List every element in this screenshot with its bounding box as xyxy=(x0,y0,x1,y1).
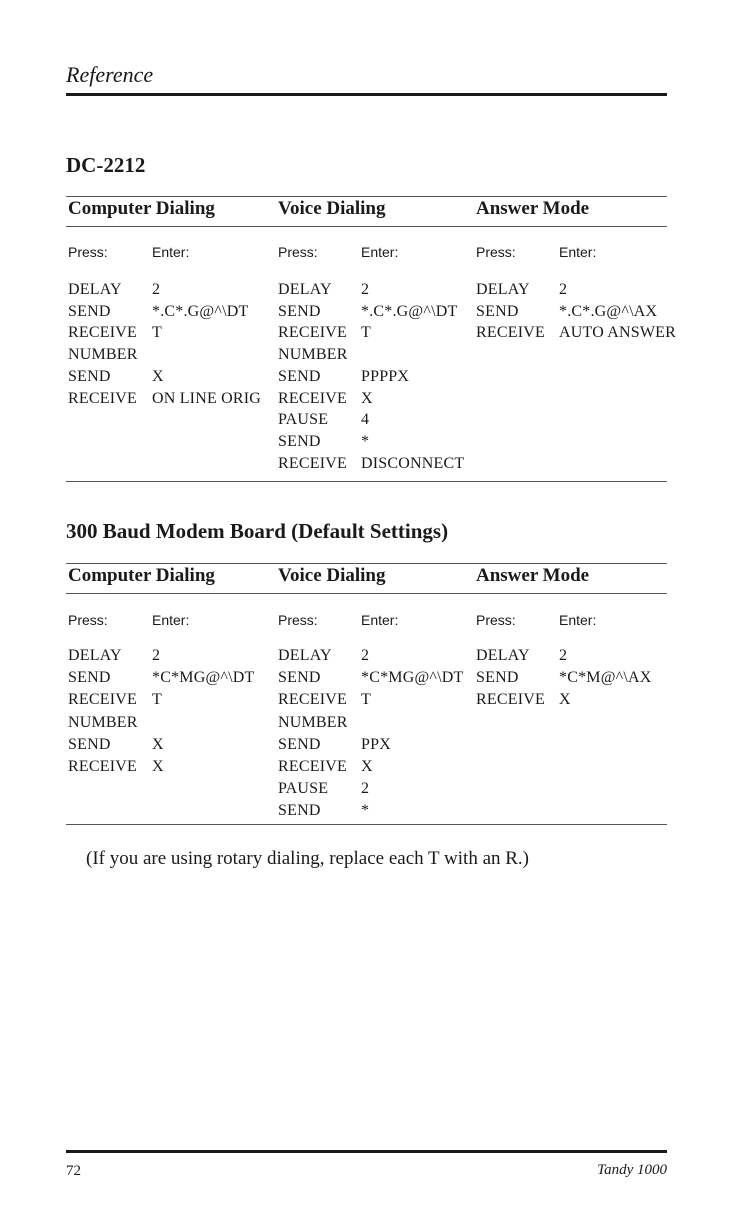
table-bottom-rule xyxy=(66,824,667,825)
command-value: 4 xyxy=(361,411,370,428)
command-key: RECEIVE xyxy=(278,455,347,472)
column-group-heading: Answer Mode xyxy=(476,565,590,586)
command-value: AUTO ANSWER xyxy=(559,324,677,341)
command-key: SEND xyxy=(476,303,519,320)
table-top-rule xyxy=(66,196,667,197)
press-label: Press: xyxy=(476,612,516,628)
table-bottom-rule xyxy=(66,481,667,482)
command-key: RECEIVE xyxy=(68,324,137,341)
header-rule xyxy=(66,93,667,96)
command-key: PAUSE xyxy=(278,780,329,797)
footer-rule xyxy=(66,1150,667,1153)
table-heading-rule xyxy=(66,226,667,227)
column-group-heading: Computer Dialing xyxy=(68,198,215,219)
command-value: *.C*.G@^\DT xyxy=(152,303,249,320)
command-key: RECEIVE xyxy=(68,758,137,775)
command-key: SEND xyxy=(476,669,519,686)
command-key: SEND xyxy=(68,669,111,686)
command-key: NUMBER xyxy=(68,714,138,731)
column-group-heading: Answer Mode xyxy=(476,198,590,219)
command-key: SEND xyxy=(278,802,321,819)
command-key: NUMBER xyxy=(278,346,348,363)
command-value: X xyxy=(152,736,164,753)
command-value: DISCONNECT xyxy=(361,455,465,472)
command-value: *C*MG@^\DT xyxy=(361,669,464,686)
command-key: SEND xyxy=(278,433,321,450)
page-number: 72 xyxy=(66,1163,81,1179)
command-value: X xyxy=(361,758,373,775)
command-value: X xyxy=(152,368,164,385)
command-key: SEND xyxy=(278,669,321,686)
command-key: PAUSE xyxy=(278,411,329,428)
command-key: SEND xyxy=(278,303,321,320)
command-key: RECEIVE xyxy=(68,390,137,407)
command-value: 2 xyxy=(361,281,370,298)
column-group-heading: Voice Dialing xyxy=(278,565,386,586)
enter-label: Enter: xyxy=(361,612,399,628)
press-label: Press: xyxy=(476,244,516,260)
command-value: ON LINE ORIG xyxy=(152,390,262,407)
command-value: 2 xyxy=(361,647,370,664)
column-group-heading: Voice Dialing xyxy=(278,198,386,219)
command-key: DELAY xyxy=(68,281,122,298)
book-title: Tandy 1000 xyxy=(597,1162,667,1178)
command-value: *C*MG@^\DT xyxy=(152,669,255,686)
command-value: T xyxy=(152,324,162,341)
command-key: SEND xyxy=(278,736,321,753)
command-key: RECEIVE xyxy=(278,691,347,708)
command-key: SEND xyxy=(68,368,111,385)
command-key: RECEIVE xyxy=(278,390,347,407)
command-value: T xyxy=(152,691,162,708)
enter-label: Enter: xyxy=(559,244,597,260)
command-value: PPX xyxy=(361,736,391,753)
column-group-heading: Computer Dialing xyxy=(68,565,215,586)
command-key: DELAY xyxy=(476,281,530,298)
command-value: X xyxy=(361,390,373,407)
enter-label: Enter: xyxy=(152,612,190,628)
press-label: Press: xyxy=(278,244,318,260)
command-value: 2 xyxy=(152,281,161,298)
enter-label: Enter: xyxy=(152,244,190,260)
command-key: SEND xyxy=(278,368,321,385)
command-key: DELAY xyxy=(476,647,530,664)
command-value: PPPPX xyxy=(361,368,410,385)
command-key: RECEIVE xyxy=(278,758,347,775)
command-value: * xyxy=(361,433,370,450)
command-value: T xyxy=(361,324,371,341)
press-label: Press: xyxy=(68,612,108,628)
command-value: *.C*.G@^\AX xyxy=(559,303,658,320)
command-key: DELAY xyxy=(68,647,122,664)
command-key: RECEIVE xyxy=(68,691,137,708)
press-label: Press: xyxy=(68,244,108,260)
command-value: X xyxy=(152,758,164,775)
command-value: 2 xyxy=(559,281,568,298)
command-key: RECEIVE xyxy=(476,324,545,341)
command-key: DELAY xyxy=(278,647,332,664)
command-key: DELAY xyxy=(278,281,332,298)
command-key: SEND xyxy=(68,736,111,753)
command-key: NUMBER xyxy=(68,346,138,363)
rotary-dialing-note: (If you are using rotary dialing, replace each T with an R.) xyxy=(86,848,530,869)
command-key: SEND xyxy=(68,303,111,320)
press-label: Press: xyxy=(278,612,318,628)
command-value: 2 xyxy=(152,647,161,664)
command-value: 2 xyxy=(361,780,370,797)
command-value: T xyxy=(361,691,371,708)
command-value: 2 xyxy=(559,647,568,664)
command-key: NUMBER xyxy=(278,714,348,731)
enter-label: Enter: xyxy=(559,612,597,628)
command-value: * xyxy=(361,802,370,819)
table-top-rule xyxy=(66,563,667,564)
command-value: *.C*.G@^\DT xyxy=(361,303,458,320)
command-value: *C*M@^\AX xyxy=(559,669,652,686)
command-value: X xyxy=(559,691,571,708)
table-heading-rule xyxy=(66,593,667,594)
command-key: RECEIVE xyxy=(278,324,347,341)
section-title: 300 Baud Modem Board (Default Settings) xyxy=(66,519,449,543)
section-title: DC-2212 xyxy=(66,153,146,177)
page-header-title: Reference xyxy=(66,62,154,87)
enter-label: Enter: xyxy=(361,244,399,260)
command-key: RECEIVE xyxy=(476,691,545,708)
